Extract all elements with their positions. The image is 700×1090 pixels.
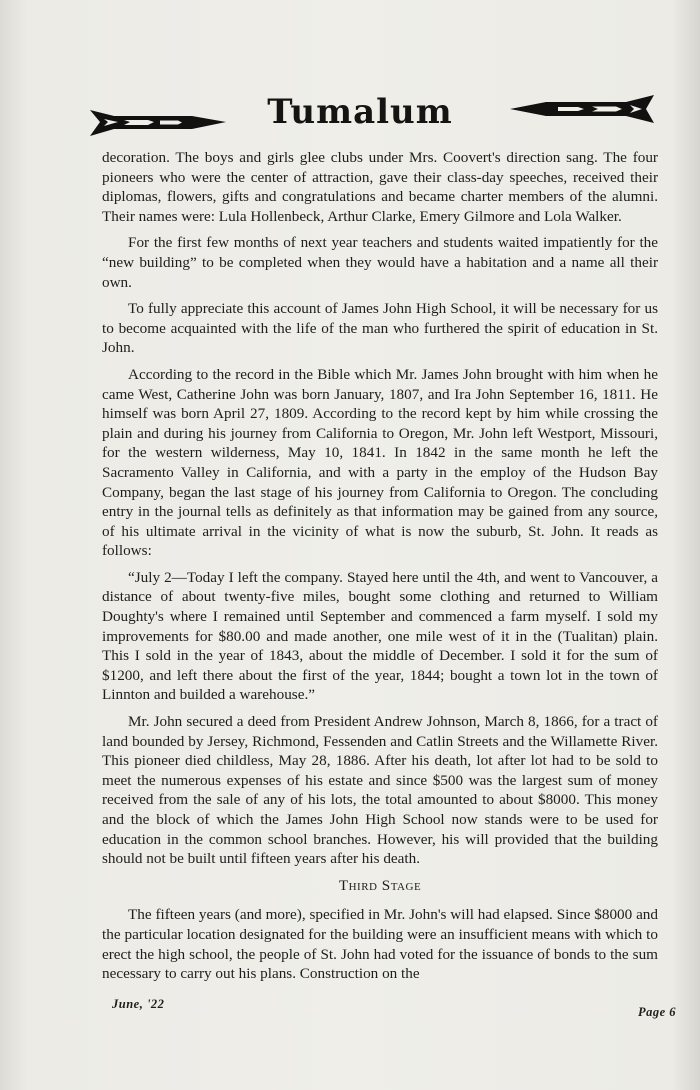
page-number: Page 6 [637, 1005, 676, 1019]
paragraph: decoration. The boys and girls glee clubs under Mrs. Coovert's direction sang. The four pioneers who were the center of attraction, gave their class-day speeches, received their diplomas, flowers, gifts and congratulations and became charter members of the alumni. Their names were: Lula Hollenbeck, Arthur Clarke, Emery Gilmore and Lola Walker. [102, 149, 658, 225]
arrow-ornament-left-icon [88, 102, 228, 142]
journal-quote: “July 2—Today I left the company. Stayed here until the 4th, and went to Vancouver, a distance of about twenty-five miles, bought some clothing and returned to William Doughty's where I remained until September and commenced a farm myself. I sold my improvements for $80.00 and made another, one mile west of it in the (Tualitan) plain. This I sold in the year of 1843, about the middle of December. I sold it for the sum of $1200, and left there about the first of the year, 1844; bought a town lot in the town of Linnton and builded a warehouse.” [102, 568, 658, 704]
article-body [102, 148, 658, 991]
issue-date: June, '22 [112, 997, 165, 1011]
arrow-ornament-right-icon [508, 91, 656, 127]
masthead-title: Tumalum [267, 92, 453, 132]
masthead [0, 88, 700, 148]
paragraph: The fifteen years (and more), specified in Mr. John's will had elapsed. Since $8000 and the particular location designated for the building were an insufficient means with which to erect the high school, the people of St. John had voted for the issuance of bonds to the sum necessary to carry out his plans. Construction on the [102, 906, 658, 983]
paragraph: Mr. John secured a deed from President Andrew Johnson, March 8, 1866, for a tract of land bounded by Jersey, Richmond, Fessenden and Catlin Streets and the Willamette River. This pioneer died childless, May 28, 1886. After his death, lot after lot had to be sold to meet the numerous expenses of his estate and since $500 was the largest sum of money received from the sale of any of his lots, the total amounted to about $8000. This money and the block of which the James John High School now stands were to be used for education in the common school branches. However, his will provided that the building should not be built until fifteen years after his death. [102, 713, 658, 868]
paragraph: For the first few months of next year teachers and students waited impatiently for the “new building” to be completed when they would have a habitation and a name all their own. [102, 234, 658, 291]
section-heading: Third Stage [338, 876, 422, 894]
paragraph: According to the record in the Bible which Mr. James John brought with him when he came West, Catherine John was born January, 1807, and Ira John September 16, 1811. He himself was born April 27, 1809. According to the record kept by him while crossing the plain and during his journey from California to Oregon, Mr. John left Westport, Missouri, for the western wilderness, May 10, 1841. In 1842 in the same month he left the Sacramento Valley in California, and with a party in the employ of the Hudson Bay Company, began the last stage of his journey from California to Oregon. The concluding entry in the journal tells as definitely as that information may be gained from any source, of his ultimate arrival in the vicinity of what is now the suburb, St. John. It reads as follows: [102, 365, 658, 560]
paragraph: To fully appreciate this account of James John High School, it will be necessary for us to become acquainted with the life of the man who furthered the spirit of education in St. John. [102, 300, 658, 357]
